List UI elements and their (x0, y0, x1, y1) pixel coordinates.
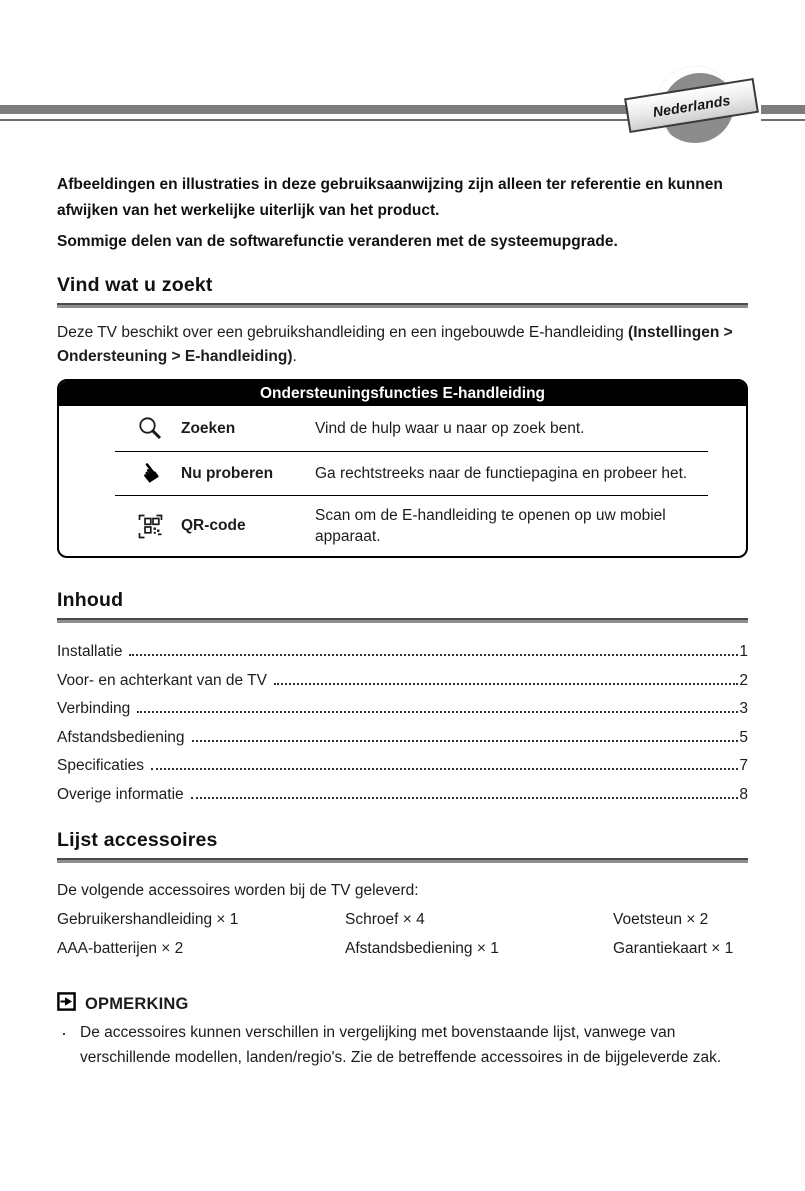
toc-leader (191, 797, 739, 799)
note-item (57, 1021, 748, 1070)
toc-entry (57, 724, 748, 753)
toc-entry (57, 638, 748, 667)
toc-page-number: 1 (739, 643, 748, 660)
support-table (57, 379, 748, 558)
section-title-contents: Inhoud (57, 589, 124, 611)
find-section-body (57, 321, 748, 369)
top-divider-bar (761, 105, 805, 114)
intro-block (57, 0, 748, 255)
toc-label: Voor- en achterkant van de TV (57, 671, 267, 689)
accessory-item: Garantiekaart × 1 (613, 940, 734, 957)
top-divider-line (761, 119, 805, 121)
toc-label: Verbinding (57, 700, 131, 717)
table-of-contents (57, 638, 748, 809)
row-description: Vind de hulp waar u naar op zoek bent. (315, 420, 585, 437)
toc-entry (57, 781, 748, 810)
search-icon (137, 415, 169, 442)
toc-entry (57, 695, 748, 724)
toc-entry (57, 667, 748, 696)
section-rule (57, 858, 748, 863)
note-header (57, 992, 748, 1016)
accessories-intro: De volgende accessoires worden bij de TV geleverd: (57, 882, 419, 899)
accessory-item: Gebruikershandleiding × 1 (57, 911, 239, 928)
toc-leader (274, 683, 738, 685)
toc-page-number: 7 (739, 757, 748, 774)
note-arrow-icon (57, 992, 76, 1016)
find-body-suffix: . (292, 348, 297, 365)
page-content (57, 0, 748, 1070)
toc-label: Specificaties (57, 757, 145, 774)
accessory-item: Voetsteun × 2 (613, 911, 709, 928)
intro-paragraph: Sommige delen van de softwarefunctie veranderen met de systeemupgrade. (57, 233, 618, 250)
support-table-header: Ondersteuningsfuncties E-handleiding (59, 381, 746, 406)
accessory-item: Schroef × 4 (345, 911, 425, 928)
row-description: Scan om de E-handleiding te openen op uw mobiel apparaat. (315, 507, 666, 545)
toc-page-number: 8 (739, 785, 748, 803)
toc-label: Afstandsbediening (57, 728, 185, 746)
section-title-find: Vind wat u zoekt (57, 274, 213, 296)
section-rule (57, 303, 748, 308)
intro-paragraph: Afbeeldingen en illustraties in deze gebruiksaanwijzing zijn alleen ter referentie en kunnen afwijken van het werkelijke uiterlijk van het product. (57, 176, 723, 219)
table-row (59, 496, 746, 556)
toc-label: Overige informatie (57, 785, 184, 803)
hand-pointer-icon: ☚ (130, 455, 167, 491)
toc-page-number: 5 (739, 728, 748, 746)
accessory-item: Afstandsbediening × 1 (345, 940, 499, 957)
toc-leader (129, 654, 738, 656)
table-row (59, 452, 746, 495)
row-label: Zoeken (181, 419, 236, 437)
toc-leader (137, 711, 738, 713)
toc-page-number: 3 (739, 700, 748, 717)
toc-page-number: 2 (739, 671, 748, 689)
accessory-item: AAA-batterijen × 2 (57, 940, 184, 957)
section-title-accessories: Lijst accessoires (57, 829, 218, 851)
note-title: OPMERKING (85, 994, 189, 1013)
toc-leader (151, 768, 738, 770)
note-bullet: · (61, 1023, 67, 1043)
find-body-regular: Deze TV beschikt over een gebruikshandleiding en een ingebouwde E-handleiding (57, 324, 629, 341)
note-text: De accessoires kunnen verschillen in vergelijking met bovenstaande lijst, vanwege van verschillende modellen, landen/regio's. Zie de betreffende accessoires in de bijgeleverde zak. (80, 1024, 722, 1066)
row-description: Ga rechtstreeks naar de functiepagina en probeer het. (315, 465, 688, 482)
toc-leader (192, 740, 739, 742)
language-label: Nederlands (651, 91, 732, 120)
note-block (57, 992, 748, 1070)
row-label: Nu proberen (181, 464, 274, 482)
toc-entry (57, 752, 748, 781)
qr-code-icon (137, 513, 169, 540)
find-body-menu-path: (Instellingen > Ondersteuning > E-handleiding) (57, 324, 733, 365)
section-rule (57, 618, 748, 623)
table-row (59, 406, 746, 451)
toc-label: Installatie (57, 643, 123, 660)
row-label: QR-code (181, 517, 246, 534)
accessories-grid (57, 909, 748, 959)
